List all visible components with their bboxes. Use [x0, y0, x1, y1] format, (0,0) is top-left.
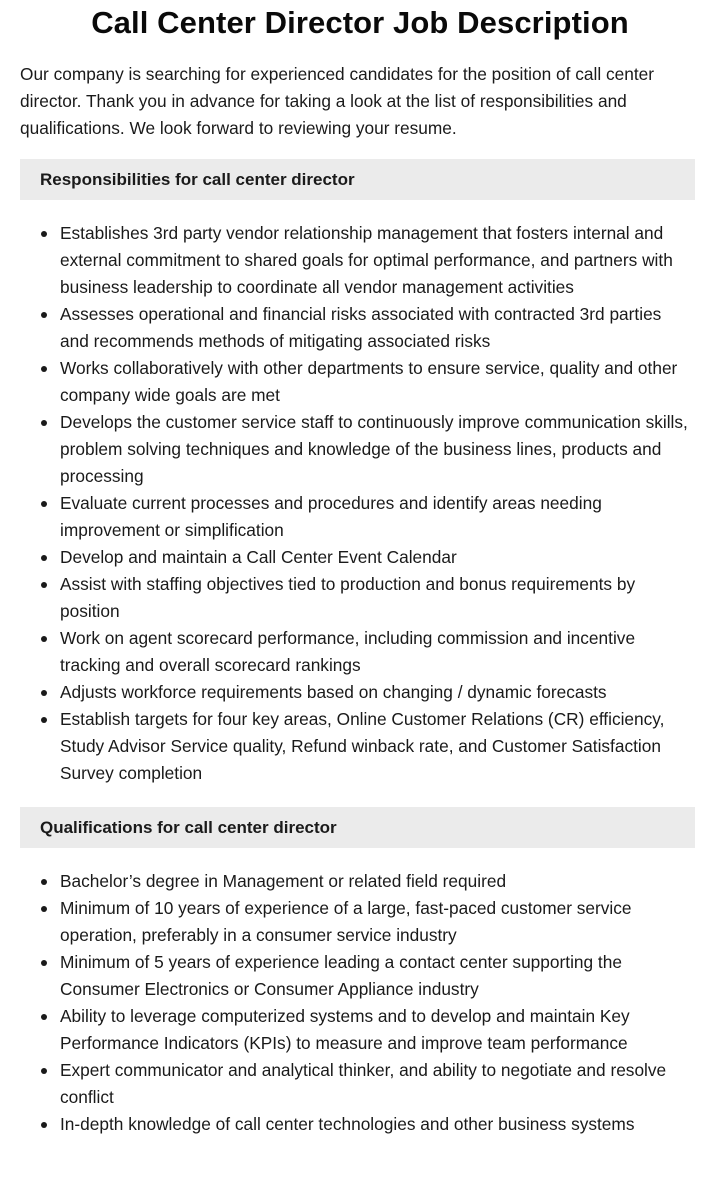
list-item [0, 544, 720, 571]
list-item-text: Expert communicator and analytical thinker, and ability to negotiate and resolve conflict [60, 1060, 667, 1107]
list-item-text: Establish targets for four key areas, Online Customer Relations (CR) efficiency, Study Advisor Service quality, Refund winback rate, and Customer Satisfaction Survey completion [60, 709, 665, 783]
list-item-text: Ability to leverage computerized systems and to develop and maintain Key Performance Indicators (KPIs) to measure and improve team performance [60, 1006, 630, 1053]
responsibilities-header [20, 159, 695, 200]
list-item-text: Develops the customer service staff to continuously improve communication skills, problem solving techniques and knowledge of the business lines, products and processing [60, 412, 688, 486]
bullet-icon [41, 717, 47, 723]
list-item [0, 301, 720, 355]
bullet-icon [41, 312, 47, 318]
list-item [0, 949, 720, 1003]
list-item [0, 868, 720, 895]
bullet-icon [41, 960, 47, 966]
list-item-text: Assist with staffing objectives tied to production and bonus requirements by position [60, 574, 636, 621]
bullet-icon [41, 555, 47, 561]
list-item [0, 1111, 720, 1138]
list-item-text: Develop and maintain a Call Center Event Calendar [60, 547, 457, 567]
bullet-icon [41, 1122, 47, 1128]
bullet-icon [41, 1068, 47, 1074]
list-item [0, 490, 720, 544]
intro-paragraph: Our company is searching for experienced candidates for the position of call center director. Thank you in advance for taking a look at the list of responsibilities and qualifications. We look forward to reviewing your resume. [20, 64, 654, 138]
list-item [0, 220, 720, 301]
bullet-icon [41, 906, 47, 912]
bullet-icon [41, 582, 47, 588]
list-item-text: In-depth knowledge of call center technologies and other business systems [60, 1114, 635, 1134]
bullet-icon [41, 501, 47, 507]
bullet-icon [41, 420, 47, 426]
list-item [0, 355, 720, 409]
bullet-icon [41, 879, 47, 885]
bullet-icon [41, 231, 47, 237]
qualifications-header [20, 807, 695, 848]
list-item-text: Evaluate current processes and procedures and identify areas needing improvement or simplification [60, 493, 602, 540]
bullet-icon [41, 366, 47, 372]
list-item [0, 409, 720, 490]
list-item [0, 679, 720, 706]
bullet-icon [41, 636, 47, 642]
section-spacer [0, 787, 720, 807]
list-item [0, 895, 720, 949]
qualifications-list [0, 868, 720, 1138]
list-item-text: Works collaboratively with other departments to ensure service, quality and other company wide goals are met [60, 358, 678, 405]
list-item [0, 1003, 720, 1057]
list-item [0, 1057, 720, 1111]
list-item-text: Establishes 3rd party vendor relationship management that fosters internal and external commitment to shared goals for optimal performance, and partners with business leadership to coordinate all vendor management activities [60, 223, 673, 297]
bullet-icon [41, 690, 47, 696]
qualifications-heading: Qualifications for call center director [40, 817, 337, 837]
list-item [0, 571, 720, 625]
responsibilities-list [0, 220, 720, 787]
list-item [0, 706, 720, 787]
list-item [0, 625, 720, 679]
list-item-text: Assesses operational and financial risks associated with contracted 3rd parties and recommends methods of mitigating associated risks [60, 304, 662, 351]
page-title: Call Center Director Job Description [91, 5, 629, 40]
list-item-text: Adjusts workforce requirements based on changing / dynamic forecasts [60, 682, 607, 702]
list-item-text: Work on agent scorecard performance, including commission and incentive tracking and overall scorecard rankings [60, 628, 636, 675]
responsibilities-heading: Responsibilities for call center director [40, 169, 355, 189]
list-item-text: Bachelor’s degree in Management or related field required [60, 871, 507, 891]
list-item-text: Minimum of 10 years of experience of a large, fast-paced customer service operation, preferably in a consumer service industry [60, 898, 632, 945]
bullet-icon [41, 1014, 47, 1020]
list-item-text: Minimum of 5 years of experience leading a contact center supporting the Consumer Electronics or Consumer Appliance industry [60, 952, 622, 999]
